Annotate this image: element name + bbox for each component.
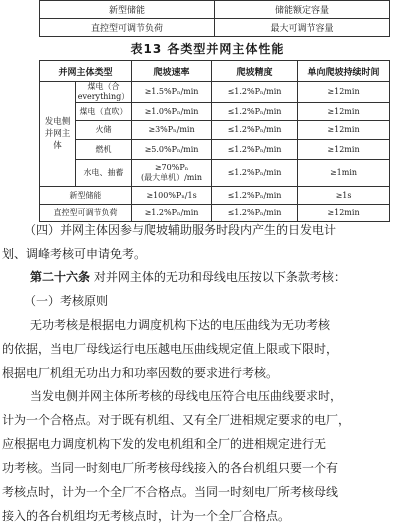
paragraph-line: 的依据，当电厂母线运行电压越电压曲线规定值上限或下限时，: [2, 342, 339, 356]
article-heading: [30, 270, 415, 284]
table-row: [40, 82, 390, 103]
type-cell: 火储: [76, 121, 132, 140]
performance-table: [39, 60, 390, 222]
table-header-row: [40, 61, 390, 82]
type-cell: 煤电（合everything）: [76, 82, 132, 103]
table-cell: 直控型可调节负荷: [40, 19, 215, 37]
duration-cell: ≥12min: [298, 82, 390, 103]
precision-cell: ≤1.2%Pₙ/min: [212, 82, 298, 103]
column-header: 爬坡精度: [212, 61, 298, 82]
table-row: [40, 160, 390, 187]
duration-cell: ≥1min: [298, 160, 390, 187]
table-row: [40, 103, 390, 121]
column-header: 爬坡速率: [132, 61, 212, 82]
type-cell: 燃机: [76, 140, 132, 160]
table-caption: 表13 各类型并网主体性能: [130, 42, 285, 56]
table-row: [40, 1, 390, 19]
table-row: [40, 205, 390, 222]
group-label-cell: [40, 82, 76, 187]
rate-cell: ≥1.2%Pₙ/min: [132, 205, 212, 222]
paragraph-line: 根据电厂机组无功出力和功率因数的要求进行考核。: [2, 366, 279, 380]
precision-cell: ≤1.2%Pₙ/min: [212, 160, 298, 187]
type-cell: 煤电（直吹）: [76, 103, 132, 121]
precision-cell: ≤1.2%Pₙ/min: [212, 121, 298, 140]
precision-cell: ≤1.2%Pₙ/min: [212, 103, 298, 121]
precision-cell: ≤1.2%Pₙ/min: [212, 187, 298, 205]
article-text: 对并网主体的无功和母线电压按以下条款考核：: [90, 270, 346, 284]
paragraph-line: 考核点时，计为一个全厂不合格点。当同一时刻电厂所考核母线: [2, 485, 339, 499]
paragraph-line: 应根据电力调度机构下发的发电机组和全厂的进相规定进行无: [2, 437, 327, 451]
type-cell: 新型储能: [40, 187, 132, 205]
rate-line: (最大单机）/min: [140, 173, 203, 182]
section-heading: （一）考核原则: [24, 294, 109, 308]
duration-cell: ≥12min: [298, 140, 390, 160]
table-row: [40, 187, 390, 205]
table-row: [40, 140, 390, 160]
paragraph-line: 计为一个合格点。对于既有机组、又有全厂进相规定要求的电厂，: [2, 413, 351, 427]
rate-cell: ≥3%Pₙ/min: [132, 121, 212, 140]
table-row: [40, 19, 390, 37]
precision-cell: ≤1.2%Pₙ/min: [212, 205, 298, 222]
paragraph-line: 当发电侧并网主体所考核的母线电压符合电压曲线要求时，: [30, 389, 343, 403]
rate-line: ≥70%Pₙ: [154, 163, 189, 172]
column-header: 单向爬坡持续时间: [298, 61, 390, 82]
rate-cell: ≥100%Pₙ/1s: [132, 187, 212, 205]
paragraph-line: 无功考核是根据电力调度机构下达的电压曲线为无功考核: [30, 318, 331, 332]
paragraph-line: 功考核。当同一时刻电厂所考核母线接入的各台机组只要一个有: [2, 461, 339, 475]
type-cell: 水电、抽蓄: [76, 160, 132, 187]
rate-cell: ≥1.5%Pₙ/min: [132, 82, 212, 103]
table-row: [40, 121, 390, 140]
article-label: 第二十六条: [30, 270, 91, 284]
rate-cell: [132, 160, 212, 187]
paragraph-line: 接入的各台机组均无考核点时，计为一个全厂合格点。: [2, 509, 291, 523]
precision-cell: ≤1.2%Pₙ/min: [212, 140, 298, 160]
duration-cell: ≥1s: [298, 187, 390, 205]
rate-cell: ≥5.0%Pₙ/min: [132, 140, 212, 160]
type-cell: 直控型可调节负荷: [40, 205, 132, 222]
paragraph-line: 划、调峰考核可申请免考。: [2, 247, 147, 261]
rate-cell: ≥1.0%Pₙ/min: [132, 103, 212, 121]
duration-cell: ≥12min: [298, 103, 390, 121]
column-header: 并网主体类型: [40, 61, 132, 82]
duration-cell: ≥12min: [298, 205, 390, 222]
top-continuation-table: [39, 0, 390, 37]
paragraph-line: （四）并网主体因参与爬坡辅助服务时段内产生的日发电计: [24, 223, 337, 237]
table-cell: 新型储能: [40, 1, 215, 19]
duration-cell: ≥12min: [298, 121, 390, 140]
table-cell: 储能额定容量: [215, 1, 390, 19]
group-label: 发电侧并网主体: [44, 117, 71, 151]
table-cell: 最大可调节容量: [215, 19, 390, 37]
